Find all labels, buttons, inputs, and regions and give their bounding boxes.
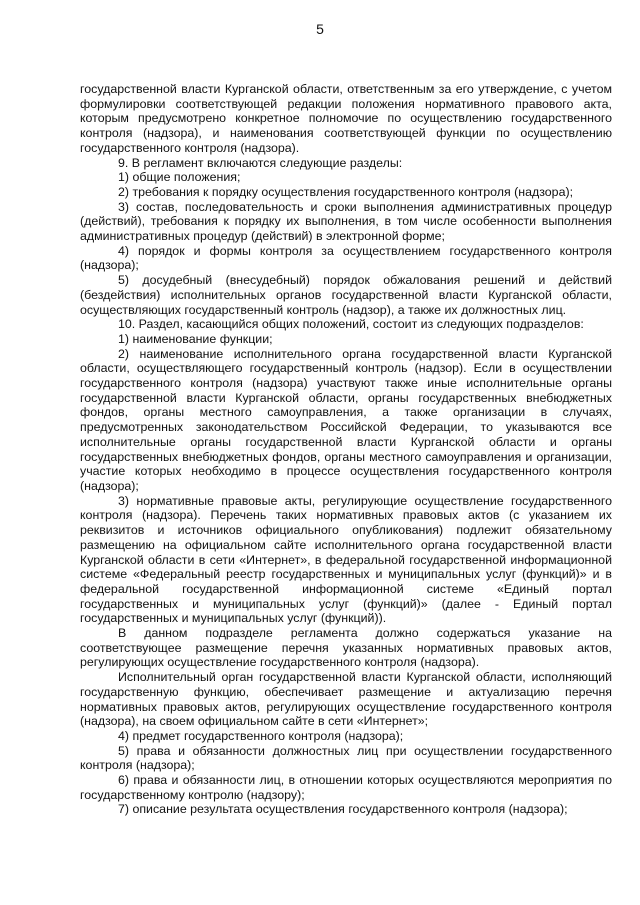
list-item: 5) права и обязанности должностных лиц при осуществлении государственного контроля (надзора); xyxy=(80,743,612,773)
list-item: 4) предмет государственного контроля (надзора); xyxy=(118,728,404,743)
list-item: 3) нормативные правовые акты, регулирующие осуществление государственного контроля (надзора). Перечень таких нормативных правовых актов (с указанием их реквизитов и источников официального опубликования) подлежит обязательному размещению на официальном сайте исполнительного органа государственной власти Курганской области в сети «Интернет», в федеральной государственной информационной системе «Федеральный реестр государственных и муниципальных услуг (функций)» и в федеральной государственной информационной системе «Единый портал государственных и муниципальных услуг (функций)» (далее - Единый портал государственных и муниципальных услуг (функций)). xyxy=(80,493,612,626)
document-body xyxy=(80,82,612,817)
list-item: 1) наименование функции; xyxy=(118,331,273,346)
list-item: 1) общие положения; xyxy=(118,170,241,185)
list-item: 2) требования к порядку осуществления государственного контроля (надзора); xyxy=(118,184,574,199)
paragraph-item-9: 9. В регламент включаются следующие разделы: xyxy=(118,155,403,170)
list-item: 7) описание результата осуществления государственного контроля (надзора); xyxy=(118,802,568,817)
list-item: 2) наименование исполнительного органа государственной власти Курганской области, осуществляющего государственный контроль (надзор). Если в осуществлении государственного контроля (надзора) участвуют также иные исполнительные органы государственной власти Курганской области, органы государственных внебюджетных фондов, органы местного самоуправления, а также организации в случаях, предусмотренных законодательством Российской Федерации, то указываются все исполнительные органы государственной власти Курганской области и органы государственных внебюджетных фондов, органы местного самоуправления и организации, участие которых необходимо в процессе осуществления государственного контроля (надзора); xyxy=(80,346,612,493)
paragraph: Исполнительный орган государственной власти Курганской области, исполняющий государственную функцию, обеспечивает размещение и актуализацию перечня нормативных правовых актов, регулирующих осуществление государственного контроля (надзора), на своем официальном сайте в сети «Интернет»; xyxy=(80,670,612,729)
list-item: 5) досудебный (внесудебный) порядок обжалования решений и действий (бездействия) исполнительных органов государственной власти Курганской области, осуществляющих государственный контроль (надзор), а также их должностных лиц. xyxy=(80,273,612,317)
list-item: 6) права и обязанности лиц, в отношении которых осуществляются мероприятия по государственному контролю (надзору); xyxy=(80,773,612,802)
list-item: 3) состав, последовательность и сроки выполнения административных процедур (действий), требования к порядку их выполнения, в том числе особенности выполнения административных процедур (действий) в электронной форме; xyxy=(80,199,612,244)
page-number: 5 xyxy=(316,21,324,37)
paragraph: В данном подразделе регламента должно содержаться указание на соответствующее размещение перечня указанных нормативных правовых актов, регулирующих осуществление государственного контроля (надзора). xyxy=(80,626,612,670)
paragraph-item-10: 10. Раздел, касающийся общих положений, состоит из следующих подразделов: xyxy=(118,317,584,332)
list-item: 4) порядок и формы контроля за осуществлением государственного контроля (надзора); xyxy=(80,243,612,273)
paragraph-continuation: государственной власти Курганской области, ответственным за его утверждение, с учетом формулировки соответствующей редакции положения нормативного правового акта, которым предусмотрено конкретное полномочие по осуществлению государственного контроля (надзора), и наименования соответствующей функции по осуществлению государственного контроля (надзора). xyxy=(80,82,612,155)
